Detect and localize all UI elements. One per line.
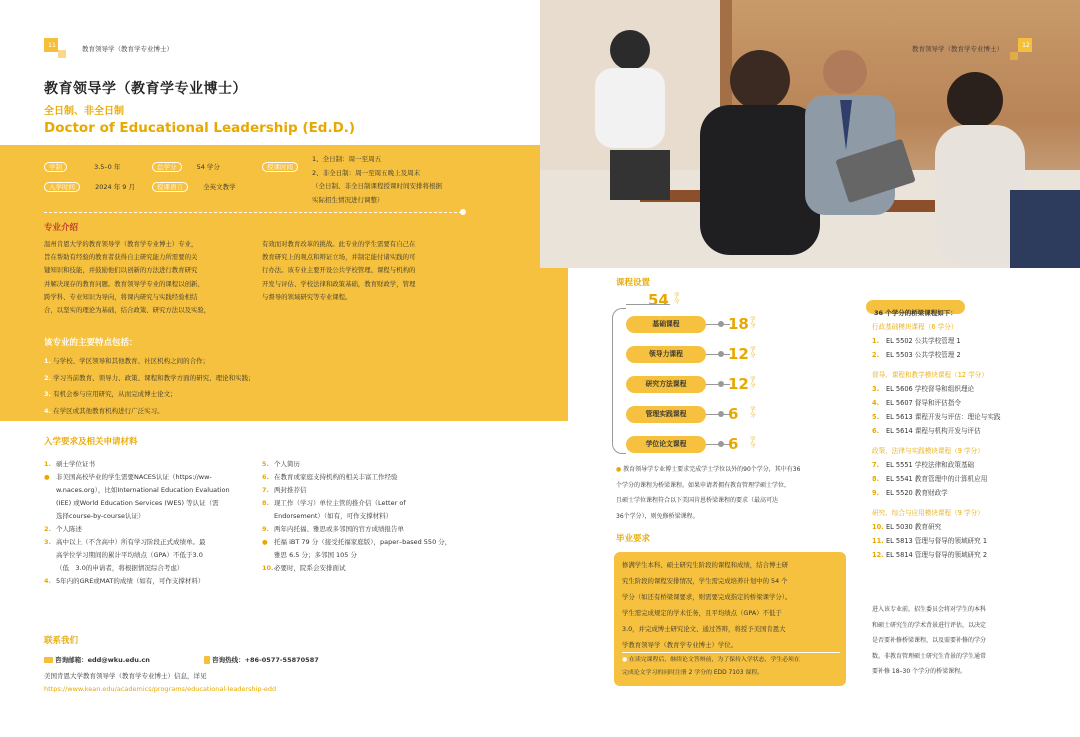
item-text: 个人陈述: [56, 525, 82, 533]
item-text: EL 5551 学校法律和政策基础: [886, 461, 975, 469]
intro-col-1: [44, 238, 254, 317]
course-credits-value: 12: [728, 345, 749, 363]
admission-item: [44, 510, 250, 523]
course-credits-value: 18: [728, 315, 749, 333]
item-text: EL 5606 学校督导和组织理论: [886, 385, 975, 393]
phone-number[interactable]: +86-0577-55870587: [244, 656, 319, 664]
bridge-course-item: [872, 534, 1052, 548]
admission-item: [262, 523, 472, 536]
band-divider: [44, 212, 462, 213]
course-credits-unit: 学分: [750, 317, 756, 329]
item-text: （低 3.0的申请者，将根据情况综合考虑）: [56, 564, 184, 572]
total-credits: [648, 290, 681, 309]
item-text: 个人简历: [274, 460, 300, 468]
page-corner-square-right-small: [1010, 52, 1018, 60]
bridge-group-heading: 研究、综合与应用模块课程（9 学分）: [872, 509, 984, 517]
page-title-en: Doctor of Educational Leadership (Ed.D.): [44, 120, 356, 136]
info-intake: [44, 174, 135, 193]
grad-divider: [622, 652, 840, 653]
admission-item: [262, 471, 472, 484]
admission-item: [262, 484, 472, 497]
bridge-note-line: 要补修 18–30 个学分的桥梁课程。: [872, 668, 967, 675]
course-credits-unit: 学分: [750, 347, 756, 359]
features-list: [44, 353, 255, 419]
grad-line: 3.0，并完成博士研究论文、通过答辩，将授予美国肯恩大: [622, 625, 786, 633]
credits-note-line: 个学分的课程为桥梁课程。如果申请者拥有教育管理学硕士学位，: [616, 481, 791, 489]
item-text: 选择course-by-course认证）: [56, 512, 145, 520]
phone-label: 咨询热线：: [212, 656, 245, 664]
intro-col-2: [262, 238, 472, 304]
admission-item: [262, 510, 472, 523]
admission-item: [44, 575, 250, 588]
item-text: 两封推荐信: [274, 486, 307, 494]
item-text: EL 5614 课程与机构开发与评估: [886, 427, 981, 435]
item-number: 5.: [872, 413, 880, 421]
info-credits: [152, 154, 220, 173]
item-number: 9.: [872, 489, 880, 497]
feature-item: 2. 学习当前教育、领导力、政策、课程和教学方面的研究、理论和实践；: [44, 373, 255, 382]
item-text: EL 5502 公共学校管理 1: [886, 337, 961, 345]
running-header-right: 教育领导学（教育学专业博士）: [912, 45, 1003, 53]
admission-left-list: [44, 458, 250, 588]
item-number: 11.: [872, 537, 884, 545]
intro-line: 行办法。该专业主要开设公共学校管理、课程与机构的: [262, 266, 416, 275]
bridge-group-heading: 政策、法律与实践模块课程（9 学分）: [872, 447, 984, 455]
admission-item: [262, 497, 472, 510]
bridge-title-pill: [866, 300, 965, 317]
band-divider-dot: [460, 209, 466, 215]
grad-note: [622, 654, 840, 680]
item-text: 高学位学习期间的累计平均绩点（GPA）不低于3.0: [56, 551, 203, 559]
bridge-note-line: 是否要补修桥梁课程，以及需要补修的学分: [872, 637, 987, 644]
grad-title: 毕业要求: [616, 534, 651, 544]
intro-line: 温州肯恩大学的教育领导学（教育学专业博士）专业，: [44, 240, 198, 248]
item-text: Endorsement）（如有，可作支撑材料）: [274, 512, 393, 520]
bridge-course-item: [872, 458, 1052, 472]
item-number: 1.: [872, 337, 880, 345]
bridge-note: [872, 602, 1062, 680]
admission-item: [262, 458, 472, 471]
item-text: 在教育或家庭支持机构的相关丰富工作经验: [274, 473, 398, 481]
info-language: [152, 174, 236, 193]
credits-note-line: 且硕士学位课程符合以下美国肯恩桥梁课程的要求（最高可达: [616, 497, 779, 504]
courses-title: 课程设置: [616, 278, 651, 288]
item-number: 7.: [872, 461, 880, 469]
item-number: 3.: [872, 385, 880, 393]
intro-line: 教育研究上的观点和辩证立场，并制定能付诸实践的可: [262, 253, 416, 262]
schedule-lines: [312, 153, 442, 207]
course-group-pill: 领导力课程: [626, 346, 706, 363]
email-label: 咨询邮箱：: [55, 656, 88, 664]
schedule-line: 2、非全日制：周一至周五晚上及周末: [312, 168, 421, 177]
item-number: ●: [262, 538, 268, 546]
bridge-course-item: [872, 382, 1052, 396]
item-text: 高中以上（不含高中）所有学习阶段正式成绩单。最: [56, 538, 206, 546]
item-text: EL 5030 教育研究: [886, 523, 942, 531]
item-number: 10.: [262, 564, 274, 572]
language-label: 授课语言: [152, 182, 188, 192]
bridge-course-item: [872, 396, 1052, 410]
item-number: 10.: [872, 523, 884, 531]
item-number: 4.: [872, 399, 880, 407]
grad-note-line: 完成论文学习的同时注册 2 学分的 EDD 7103 课程。: [622, 670, 764, 676]
page-title: 教育领导学（教育学专业博士）: [44, 81, 247, 97]
total-credits-value: 54: [648, 291, 669, 309]
item-text: w.naces.org），比如International Education Evaluation: [56, 486, 230, 494]
item-text: 托福 iBT 79 分（接受托福家庭版），paper–based 550 分，: [274, 538, 452, 546]
intro-line: 旨在帮助有经验的教育者获得自主研究能力所需要的关: [44, 253, 198, 262]
course-group-pill: 研究方法课程: [626, 376, 706, 393]
course-credits-value: 6: [728, 405, 739, 423]
grad-line: 学生需完成规定的学术任务，且平均绩点（GPA）不低于: [622, 609, 782, 617]
item-number: 2.: [872, 351, 880, 359]
grad-line: 究生阶段的课程安排情况，学生需完成培养计划中的 54 个: [622, 577, 788, 585]
intro-line: 并解决现存的教育问题。教育领导学专业的课程以创新、: [44, 279, 204, 288]
admission-item: [44, 549, 250, 562]
admission-item: [44, 562, 250, 575]
admission-item: [262, 549, 472, 562]
item-text: EL 5520 教育财政学: [886, 489, 948, 497]
course-credits-unit: 学分: [750, 377, 756, 389]
admission-item: [262, 562, 472, 575]
course-credits-unit: 学分: [750, 407, 756, 419]
bridge-course-item: [872, 410, 1052, 424]
credits-note-line: ● 教育领导学专业博士要求完成学士学位以外的90个学分，其中有36: [616, 466, 801, 473]
credits-value: 54 学分: [196, 163, 220, 171]
grad-note-line: ● 在读完课程后，继续论文答辩前，为了保持入学状态，学生必须在: [622, 657, 800, 663]
bridge-note-line: 数。非教育管理硕士研究生背景的学生通常: [872, 652, 987, 660]
photo-illustration: [540, 0, 1080, 268]
bridge-course-item: [872, 472, 1052, 486]
mail-icon: [44, 657, 53, 663]
item-number: 3.: [44, 538, 51, 546]
feature-item: 1. 与学校、学区领导和其他教育、社区机构之间的合作；: [44, 357, 210, 365]
item-number: 8.: [262, 499, 269, 507]
item-text: EL 5541 教育管理中的计算机应用: [886, 475, 988, 483]
item-number: 6.: [262, 473, 269, 481]
info-duration: [44, 154, 120, 173]
intro-line: 键知识和技能，并鼓励他们以创新的方法进行教育研究: [44, 266, 198, 275]
running-header: 教育领导学（教育学专业博士）: [82, 45, 173, 53]
item-text: 5年内的GRE或MAT的成绩（如有，可作支撑材料）: [56, 577, 205, 585]
grad-line: 学分（如还有桥梁课要求，则需要完成指定的桥梁课学分）。: [622, 593, 792, 601]
bridge-groups: [872, 320, 1052, 562]
item-number: ●: [44, 473, 50, 481]
intro-line: 跨学科、专业知识为导向，将课内研究与实践经验相结: [44, 292, 198, 301]
intro-line: 与督导的领域研究等专业课程。: [262, 292, 352, 301]
item-text: 雅思 6.5 分；多邻国 105 分: [274, 551, 358, 559]
more-info-text: 美国肯恩大学教育领导学（教育学专业博士）信息，详见: [44, 672, 207, 680]
item-text: 两年内托福、雅思或多邻国的官方成绩报告单: [274, 525, 404, 533]
language-value: 全英文教学: [203, 183, 236, 191]
bridge-course-item: [872, 486, 1052, 500]
email-link[interactable]: edd@wku.edu.cn: [87, 656, 150, 664]
intro-title: 专业介绍: [44, 223, 79, 233]
grad-text: [622, 557, 840, 653]
item-number: 12.: [872, 551, 884, 559]
item-number: 4.: [44, 577, 51, 585]
contact-email: [44, 654, 150, 667]
course-group-pill: 管理实践课程: [626, 406, 706, 423]
classroom-photo: [540, 0, 1080, 268]
item-text: 硕士学位证书: [56, 460, 95, 468]
admission-item: [262, 536, 472, 549]
page-subtitle: 全日制、非全日制: [44, 106, 124, 117]
bridge-note-line: 和硕士研究生的学术背景进行评估，以决定: [872, 621, 987, 629]
item-number: 5.: [262, 460, 269, 468]
courses-bracket-cap: [626, 304, 670, 305]
phone-icon: [204, 656, 210, 664]
contact-title: 联系我们: [44, 636, 79, 646]
info-schedule: [262, 154, 298, 173]
admission-item: [44, 536, 250, 549]
item-text: (IEE) 或World Education Services (WES) 等认证（需: [56, 499, 219, 507]
item-text: 非美国高校毕业的学生需要NACES认证（https://ww-: [56, 473, 212, 481]
item-text: EL 5813 管理与督导的领域研究 1: [886, 537, 988, 545]
course-credits-value: 12: [728, 375, 749, 393]
bridge-course-item: [872, 520, 1052, 534]
course-credits-unit: 学分: [750, 437, 756, 449]
intake-label: 入学时间: [44, 182, 80, 192]
duration-label: 学制: [44, 162, 67, 172]
contact-phone: [204, 654, 319, 667]
program-url-link[interactable]: https://www.kean.edu/academics/programs/educational-leadership-edd: [44, 685, 277, 693]
intake-value: 2024 年 9 月: [95, 183, 135, 191]
admission-item: [44, 497, 250, 510]
credits-label: 总学分: [152, 162, 182, 172]
credits-note-line: 36个学分），则免修桥梁课程。: [616, 512, 699, 520]
item-number: 7.: [262, 486, 269, 494]
item-number: 6.: [872, 427, 880, 435]
course-group-pill: 学位论文课程: [626, 436, 706, 453]
item-text: 现工作（学习）单位主管的推介信（Letter of: [274, 499, 406, 507]
admission-title: 入学要求及相关申请材料: [44, 437, 138, 447]
item-number: 8.: [872, 475, 880, 483]
item-text: 必要时，院系会安排面试: [274, 564, 346, 572]
schedule-line: 1、全日制：周一至周五: [312, 155, 382, 163]
grad-line: 修满学生本科、硕士研究生阶段的课程和成绩，结合博士研: [622, 561, 789, 569]
page-number: 11: [46, 40, 58, 52]
item-number: 1.: [44, 460, 51, 468]
bridge-group-heading: 督导、课程和教学模块课程（12 学分）: [872, 371, 988, 379]
admission-item: [44, 523, 250, 536]
intro-line: 合，以坚实的理论为基础，结合政策、研究方法以及实验，: [44, 306, 211, 315]
item-number: 9.: [262, 525, 269, 533]
total-credits-unit: 学分: [673, 293, 680, 305]
bridge-course-item: [872, 334, 1052, 348]
schedule-line: 实际招生情况进行调整）: [312, 195, 384, 204]
bridge-course-item: [872, 424, 1052, 438]
courses-bracket: [612, 308, 626, 454]
admission-item: [44, 484, 250, 497]
schedule-label: 授课时间: [262, 162, 298, 172]
grad-line: 学教育领导学（教育学专业博士）学位。: [622, 641, 738, 649]
feature-item: 4. 在学区或其他教育机构进行广泛实习。: [44, 406, 164, 415]
duration-value: 3.5–0 年: [94, 163, 121, 171]
features-title: 该专业的主要特点包括：: [44, 338, 138, 348]
item-text: EL 5613 课程开发与评估：理论与实践: [886, 413, 1001, 421]
item-text: EL 5503 公共学校管理 2: [886, 351, 961, 359]
item-text: EL 5814 管理与督导的领域研究 2: [886, 551, 988, 559]
bridge-course-item: [872, 348, 1052, 362]
intro-line: 有效而对教育改革的挑战。此专业的学生需要有自己在: [262, 240, 416, 248]
item-number: 2.: [44, 525, 51, 533]
bridge-note-line: 进入该专业前，招生委员会将对学生的本科: [872, 606, 987, 613]
feature-item: 3. 有机会参与应用研究，从而完成博士论文；: [44, 390, 177, 398]
bridge-course-item: [872, 548, 1052, 562]
page-corner-square-small: [58, 50, 66, 58]
admission-item: [44, 471, 250, 484]
admission-right-list: [262, 458, 472, 575]
bridge-group-heading: 行政基础模块课程（6 学分）: [872, 323, 958, 331]
item-text: EL 5607 督导和评估指令: [886, 399, 961, 407]
bridge-title: 36 个学分的桥梁课程如下：: [874, 309, 957, 317]
credits-note: [616, 462, 848, 524]
course-group-pill: 基础课程: [626, 316, 706, 333]
intro-line: 开发与评估、学校法律和政策基础，教育财政学，管理: [262, 279, 416, 288]
schedule-line: （全日制、非全日制课程授课时间安排将根据: [312, 182, 442, 190]
page-number-right: 12: [1020, 40, 1032, 52]
admission-item: [44, 458, 250, 471]
course-credits-value: 6: [728, 435, 739, 453]
